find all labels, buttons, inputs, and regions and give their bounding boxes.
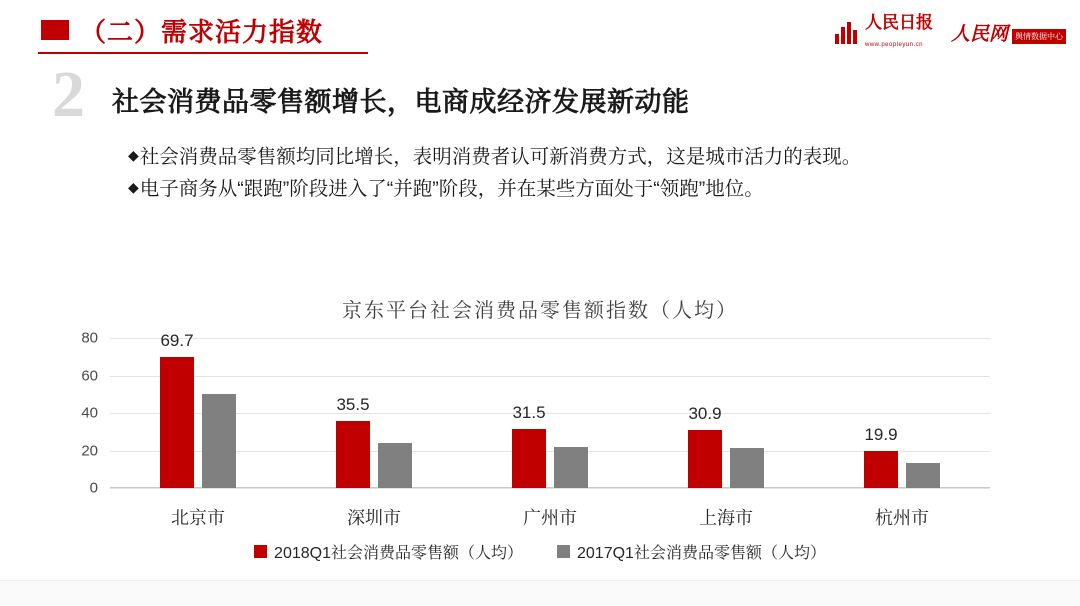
x-axis-tick-label: 杭州市 [875,508,929,528]
bar-2017-上海市 [730,448,764,489]
list-item-text: 社会消费品零售额均同比增长，表明消费者认可新消费方式，这是城市活力的表现。 [139,146,862,168]
bar-2017-深圳市 [378,443,412,488]
slide-header [0,0,1080,62]
legend-label: 2018Q1社会消费品零售额（人均） [274,545,523,562]
bar-2018-北京市 [160,357,194,488]
bar-value-label: 69.7 [160,331,194,351]
page-title: （二）需求活力指数 [80,17,324,47]
bars-logo-icon [834,20,860,46]
chart [0,266,1080,606]
section-headline: 社会消费品零售额增长，电商成经济发展新动能 [112,87,690,117]
bar-value-label: 19.9 [864,424,898,444]
header-underline [38,52,368,54]
legend-swatch-icon [254,545,267,558]
list-item-text: 电子商务从“跟跑”阶段进入了“并跑”阶段，并在某些方面处于“领跑”地位。 [139,177,764,200]
rmw-logo [951,19,1066,46]
gridline [110,338,990,339]
people-daily-logo-url: www.peopleyun.cn [864,42,924,48]
chart-title: 京东平台社会消费品零售额指数（人均） [342,300,738,322]
rmw-logo-text: 人民网 [950,24,1008,45]
footer-strip [0,580,1080,606]
gridline [110,451,990,452]
y-axis-tick-label: 0 [89,479,98,497]
x-axis-tick-label: 上海市 [699,508,753,528]
gridline [110,488,990,489]
list-item [128,174,1058,206]
logo-group [834,14,1066,51]
people-daily-logo-text: 人民日报 [864,13,933,32]
bar-2017-北京市 [202,394,236,488]
bar-2018-杭州市 [864,451,898,488]
bar-2018-上海市 [688,430,722,488]
bullet-list [128,142,1058,205]
list-item [128,142,1058,174]
rmw-logo-badge: 舆情数据中心 [1012,29,1066,44]
x-axis-tick-label: 深圳市 [347,508,401,528]
x-axis-tick-label: 广州市 [523,508,577,528]
bar-2018-深圳市 [336,421,370,488]
bar-2017-杭州市 [906,463,940,489]
y-axis-tick-label: 60 [81,367,98,384]
bar-2018-广州市 [512,429,546,488]
bar-value-label: 31.5 [512,402,546,422]
legend-swatch-icon [557,545,570,558]
section-number: 2 [52,58,85,131]
chart-plot-area [81,329,990,528]
x-axis-tick-label: 北京市 [171,508,225,528]
legend-label: 2017Q1社会消费品零售额（人均） [577,545,826,562]
bar-2017-广州市 [554,447,588,488]
legend-item-2018 [254,540,523,563]
y-axis-tick-label: 40 [81,404,98,422]
gridline [110,376,990,377]
bar-value-label: 35.5 [336,395,370,415]
chart-legend [0,540,1080,563]
diamond-bullet-icon: ◆ [128,178,139,195]
legend-item-2017 [557,540,826,563]
bar-value-label: 30.9 [688,404,722,424]
y-axis-tick-label: 20 [81,442,98,459]
people-daily-logo [834,14,933,51]
header-accent-square [41,20,69,40]
diamond-bullet-icon: ◆ [128,147,139,163]
y-axis-tick-label: 80 [81,329,98,347]
